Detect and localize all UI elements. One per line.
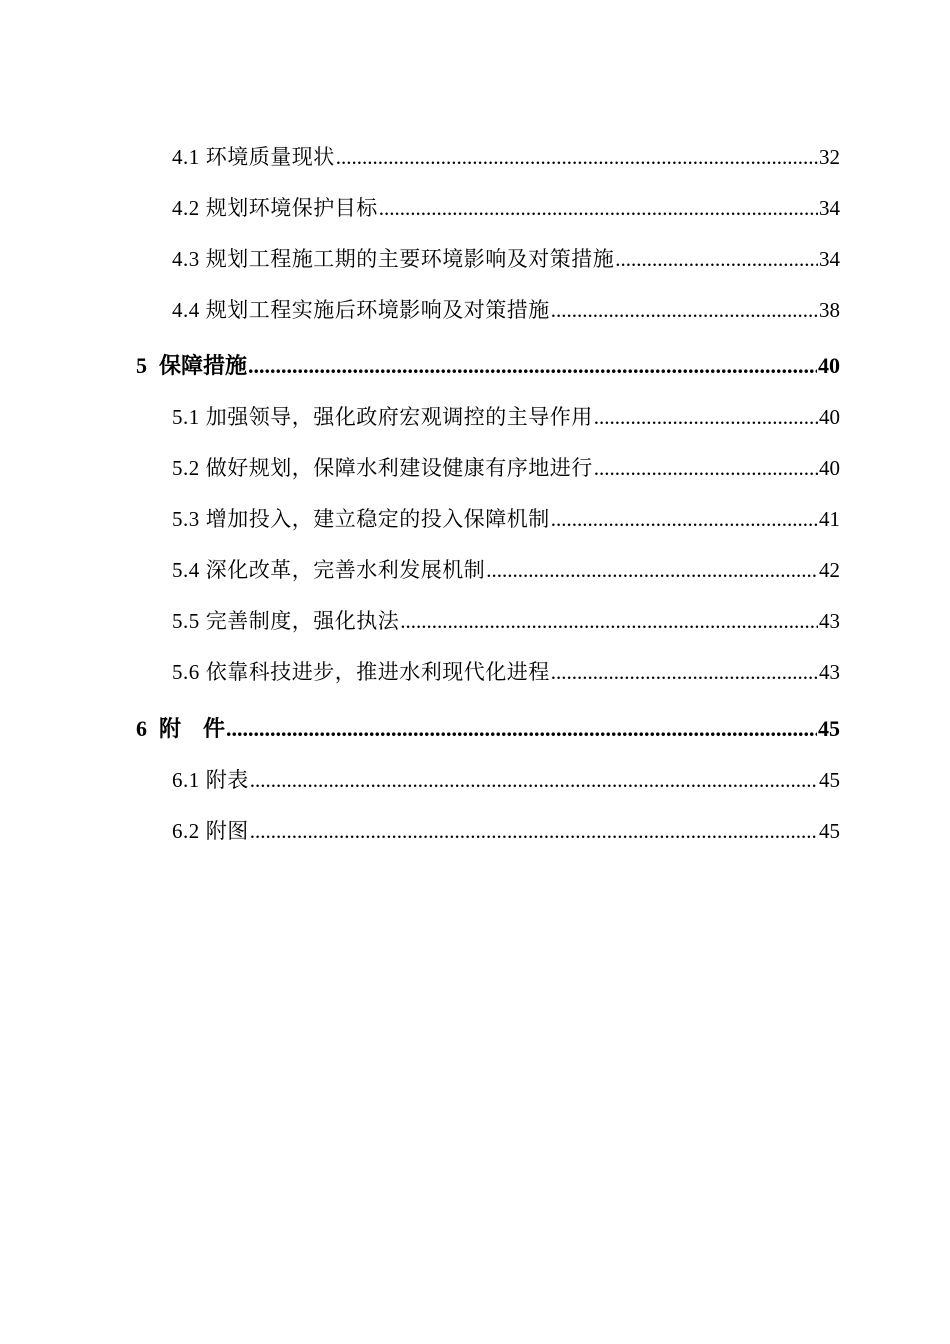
toc-page-number: 43 — [819, 660, 840, 684]
toc-dot-leader — [336, 147, 818, 168]
toc-page-number: 45 — [819, 819, 840, 843]
toc-entry-6-1[interactable] — [172, 770, 840, 791]
toc-dot-leader — [250, 821, 818, 842]
toc-page-number: 34 — [819, 196, 840, 220]
toc-dot-leader — [250, 770, 818, 791]
toc-page-number: 38 — [819, 298, 840, 322]
toc-entry-number: 4.1 — [172, 145, 200, 169]
toc-entry-number: 5.5 — [172, 609, 200, 633]
toc-entry-5-2[interactable] — [172, 458, 840, 479]
toc-entry-number: 4.2 — [172, 196, 200, 220]
toc-page-number: 45 — [819, 768, 840, 792]
toc-entry-5-5[interactable] — [172, 611, 840, 632]
toc-entry-title: 做好规划，保障水利建设健康有序地进行 — [205, 456, 593, 480]
toc-entry-title: 增加投入，建立稳定的投入保障机制 — [205, 507, 550, 531]
toc-entry-6-2[interactable] — [172, 821, 840, 842]
toc-entry-number: 5.6 — [172, 660, 200, 684]
toc-page-number: 40 — [819, 405, 840, 429]
toc-dot-leader — [594, 458, 818, 479]
toc-page-number: 42 — [819, 558, 840, 582]
toc-chapter-number: 5 — [136, 353, 147, 378]
toc-dot-leader — [594, 407, 818, 428]
toc-dot-leader — [379, 198, 818, 219]
toc-dot-leader — [248, 355, 817, 377]
toc-entry-number: 5.4 — [172, 558, 200, 582]
toc-entry-number: 6.1 — [172, 768, 200, 792]
toc-chapter-6[interactable] — [136, 718, 840, 740]
toc-entry-number: 5.1 — [172, 405, 200, 429]
toc-dot-leader — [486, 560, 818, 581]
toc-entry-title: 规划工程实施后环境影响及对策措施 — [205, 298, 550, 322]
toc-entry-title: 附图 — [205, 819, 249, 843]
toc-dot-leader — [615, 249, 818, 270]
toc-chapter-title: 附 件 — [159, 716, 226, 741]
toc-entry-title: 依靠科技进步，推进水利现代化进程 — [205, 660, 550, 684]
toc-entry-4-4[interactable] — [172, 300, 840, 321]
toc-chapter-number: 6 — [136, 716, 147, 741]
toc-entry-number: 5.3 — [172, 507, 200, 531]
toc-dot-leader — [551, 509, 818, 530]
toc-page-number: 45 — [818, 716, 840, 741]
toc-dot-leader — [551, 662, 818, 683]
toc-entry-title: 深化改革，完善水利发展机制 — [205, 558, 486, 582]
toc-entry-title: 附表 — [205, 768, 249, 792]
toc-entry-5-6[interactable] — [172, 662, 840, 683]
toc-entry-title: 完善制度，强化执法 — [205, 609, 400, 633]
toc-entry-5-3[interactable] — [172, 509, 840, 530]
toc-dot-leader — [551, 300, 818, 321]
toc-entry-5-1[interactable] — [172, 407, 840, 428]
toc-entry-number: 4.3 — [172, 247, 200, 271]
toc-entry-title: 环境质量现状 — [205, 145, 335, 169]
toc-dot-leader — [226, 718, 817, 740]
toc-page-number: 40 — [819, 456, 840, 480]
toc-chapter-5[interactable] — [136, 355, 840, 377]
toc-dot-leader — [400, 611, 818, 632]
toc-entry-4-3[interactable] — [172, 249, 840, 270]
toc-entry-title: 规划环境保护目标 — [205, 196, 378, 220]
toc-entry-title: 加强领导，强化政府宏观调控的主导作用 — [205, 405, 593, 429]
toc-page-number: 40 — [818, 353, 840, 378]
toc-entry-number: 5.2 — [172, 456, 200, 480]
toc-entry-5-4[interactable] — [172, 560, 840, 581]
toc-entry-title: 规划工程施工期的主要环境影响及对策措施 — [205, 247, 615, 271]
toc-page-number: 41 — [819, 507, 840, 531]
toc-entry-number: 4.4 — [172, 298, 200, 322]
toc-page-number: 34 — [819, 247, 840, 271]
toc-entry-4-2[interactable] — [172, 198, 840, 219]
toc-entry-number: 6.2 — [172, 819, 200, 843]
toc-chapter-title: 保障措施 — [159, 353, 248, 378]
toc-page-number: 32 — [819, 145, 840, 169]
toc-entry-4-1[interactable] — [172, 147, 840, 168]
toc-page-number: 43 — [819, 609, 840, 633]
